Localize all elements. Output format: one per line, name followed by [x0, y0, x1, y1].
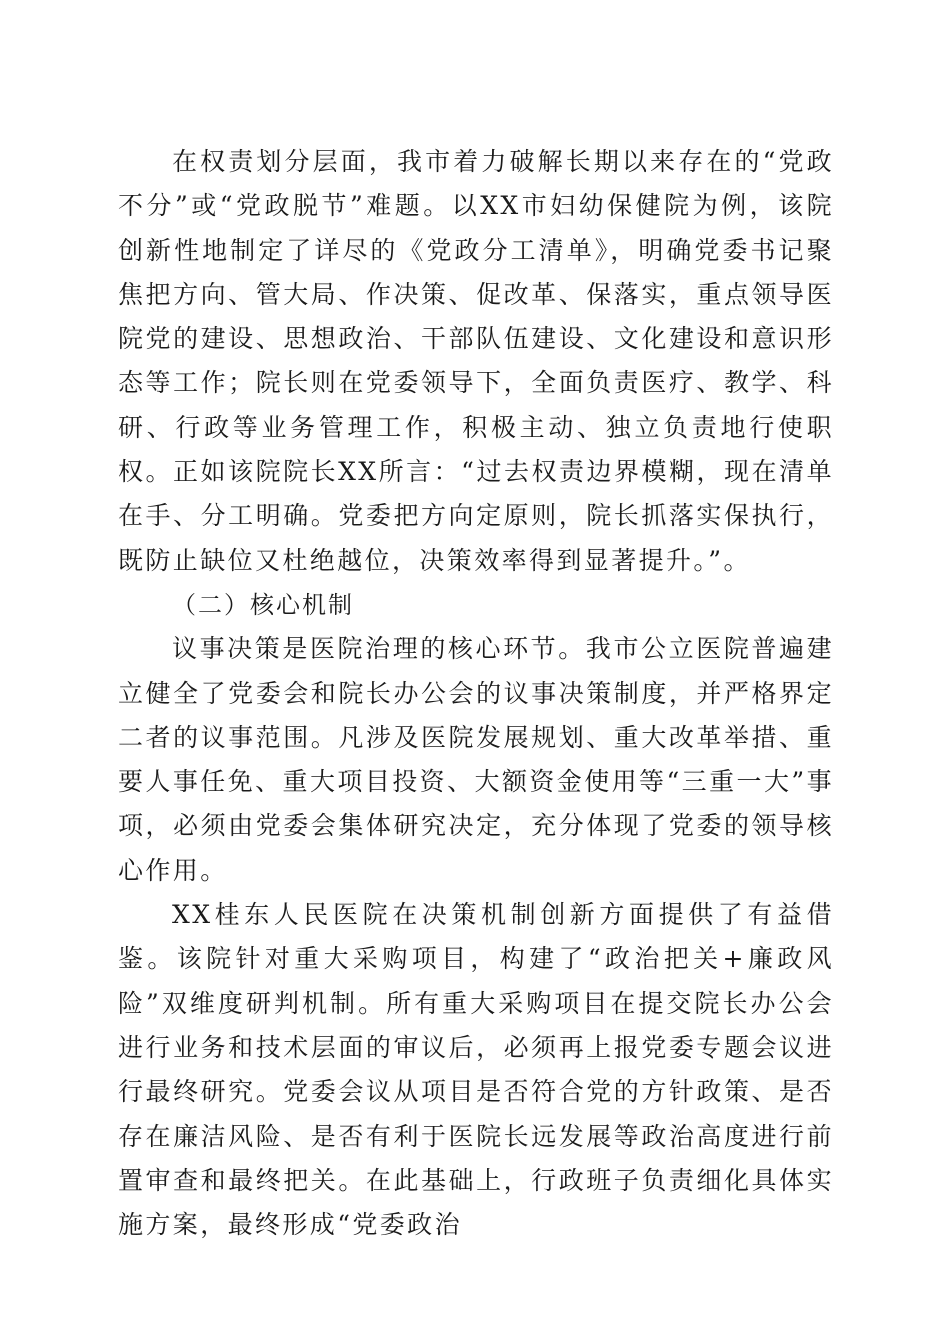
- paragraph-guidong-hospital-case: XX桂东人民医院在决策机制创新方面提供了有益借鉴。该院针对重大采购项目，构建了“政治把关+廉政风险”双维度研判机制。所有重大采购项目在提交院长办公会进行业务和技术层面的审议后，必须再上报党委专题会议进行最终研究。党委会议从项目是否符合党的方针政策、是否存在廉洁风险、是否有利于医院长远发展等政治高度进行前置审查和最终把关。在此基础上，行政班子负责细化具体实施方案，最终形成“党委政治: [118, 900, 834, 1240]
- paragraph-decision-making: 议事决策是医院治理的核心环节。我市公立医院普遍建立健全了党委会和院长办公会的议事决策制度，并严格界定二者的议事范围。凡涉及医院发展规划、重大改革举措、重要人事任免、重大项目投资、大额资金使用等“三重一大”事项，必须由党委会集体研究决定，充分体现了党委的领导核心作用。: [118, 634, 834, 885]
- document-body: [118, 140, 834, 1247]
- paragraph-rights-division: 在权责划分层面，我市着力破解长期以来存在的“党政不分”或“党政脱节”难题。以XX市妇幼保健院为例，该院创新性地制定了详尽的《党政分工清单》，明确党委书记聚焦把方向、管大局、作决策、促改革、保落实，重点领导医院党的建设、思想政治、干部队伍建设、文化建设和意识形态等工作；院长则在党委领导下，全面负责医疗、教学、科研、行政等业务管理工作，积极主动、独立负责地行使职权。正如该院院长XX所言：“过去权责边界模糊，现在清单在手、分工明确。党委把方向定原则，院长抓落实保执行，既防止缺位又杜绝越位，决策效率得到显著提升。”。: [118, 147, 834, 575]
- section-heading-core-mechanism: （二）核心机制: [172, 590, 354, 619]
